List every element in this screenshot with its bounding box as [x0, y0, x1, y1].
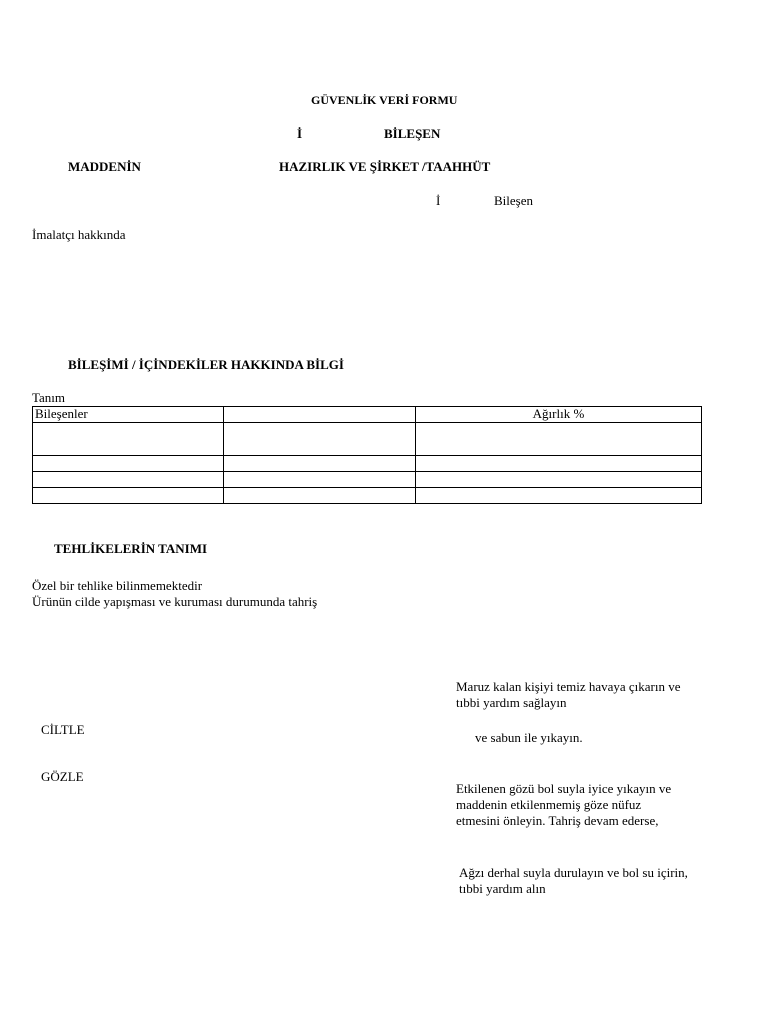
table-cell — [33, 472, 224, 488]
preparation-label: HAZIRLIK VE ŞİRKET /TAAHHÜT — [279, 159, 491, 174]
table-header-row — [33, 407, 702, 423]
form-title: GÜVENLİK VERİ FORMU — [311, 93, 458, 107]
table-cell — [33, 456, 224, 472]
table-cell — [416, 456, 702, 472]
table-header-cell: Bileşenler — [33, 407, 224, 423]
table-cell — [224, 423, 416, 456]
skin-label: CİLTLE — [41, 722, 85, 737]
hazard-line-1: Özel bir tehlike bilinmemektedir — [32, 578, 203, 593]
table-cell — [224, 488, 416, 504]
table-cell — [416, 423, 702, 456]
substance-label: MADDENİN — [68, 159, 141, 174]
table-row — [33, 488, 702, 504]
eye-line: maddenin etkilenmemiş göze nüfuz — [456, 797, 642, 812]
hazards-heading: TEHLİKELERİN TANIMI — [54, 541, 208, 556]
eye-label: GÖZLE — [41, 769, 84, 784]
header-component: BİLEŞEN — [384, 126, 441, 141]
table-cell — [224, 456, 416, 472]
inhalation-line: Maruz kalan kişiyi temiz havaya çıkarın ve — [456, 679, 681, 694]
inhalation-line: tıbbi yardım sağlayın — [456, 695, 567, 710]
composition-table — [32, 406, 702, 504]
table-cell — [33, 423, 224, 456]
table-cell — [416, 488, 702, 504]
skin-text: ve sabun ile yıkayın. — [475, 730, 583, 745]
table-row — [33, 472, 702, 488]
table-cell — [224, 472, 416, 488]
inhalation-text — [456, 679, 681, 711]
hazard-line-2: Ürünün cilde yapışması ve kuruması durumunda tahriş — [32, 594, 318, 609]
eye-line: Etkilenen gözü bol suyla iyice yıkayın ve — [456, 781, 672, 796]
table-cell — [416, 472, 702, 488]
composition-heading: BİLEŞİMİ / İÇİNDEKİLER HAKKINDA BİLGİ — [68, 357, 344, 372]
eye-line: etmesini önleyin. Tahriş devam ederse, — [456, 813, 659, 828]
header-i: İ — [297, 126, 303, 141]
table-header-cell: Ağırlık % — [416, 407, 702, 423]
subheader-i: İ — [436, 193, 441, 208]
table-cell — [33, 488, 224, 504]
table-row — [33, 423, 702, 456]
definition-label: Tanım — [32, 390, 66, 405]
table-row — [33, 456, 702, 472]
ingestion-line: tıbbi yardım alın — [459, 881, 546, 896]
manufacturer-label: İmalatçı hakkında — [32, 227, 126, 242]
subheader-component: Bileşen — [494, 193, 533, 208]
eye-text — [456, 781, 671, 829]
ingestion-text — [459, 865, 688, 897]
ingestion-line: Ağzı derhal suyla durulayın ve bol su içirin, — [459, 865, 688, 880]
table-header-cell — [224, 407, 416, 423]
